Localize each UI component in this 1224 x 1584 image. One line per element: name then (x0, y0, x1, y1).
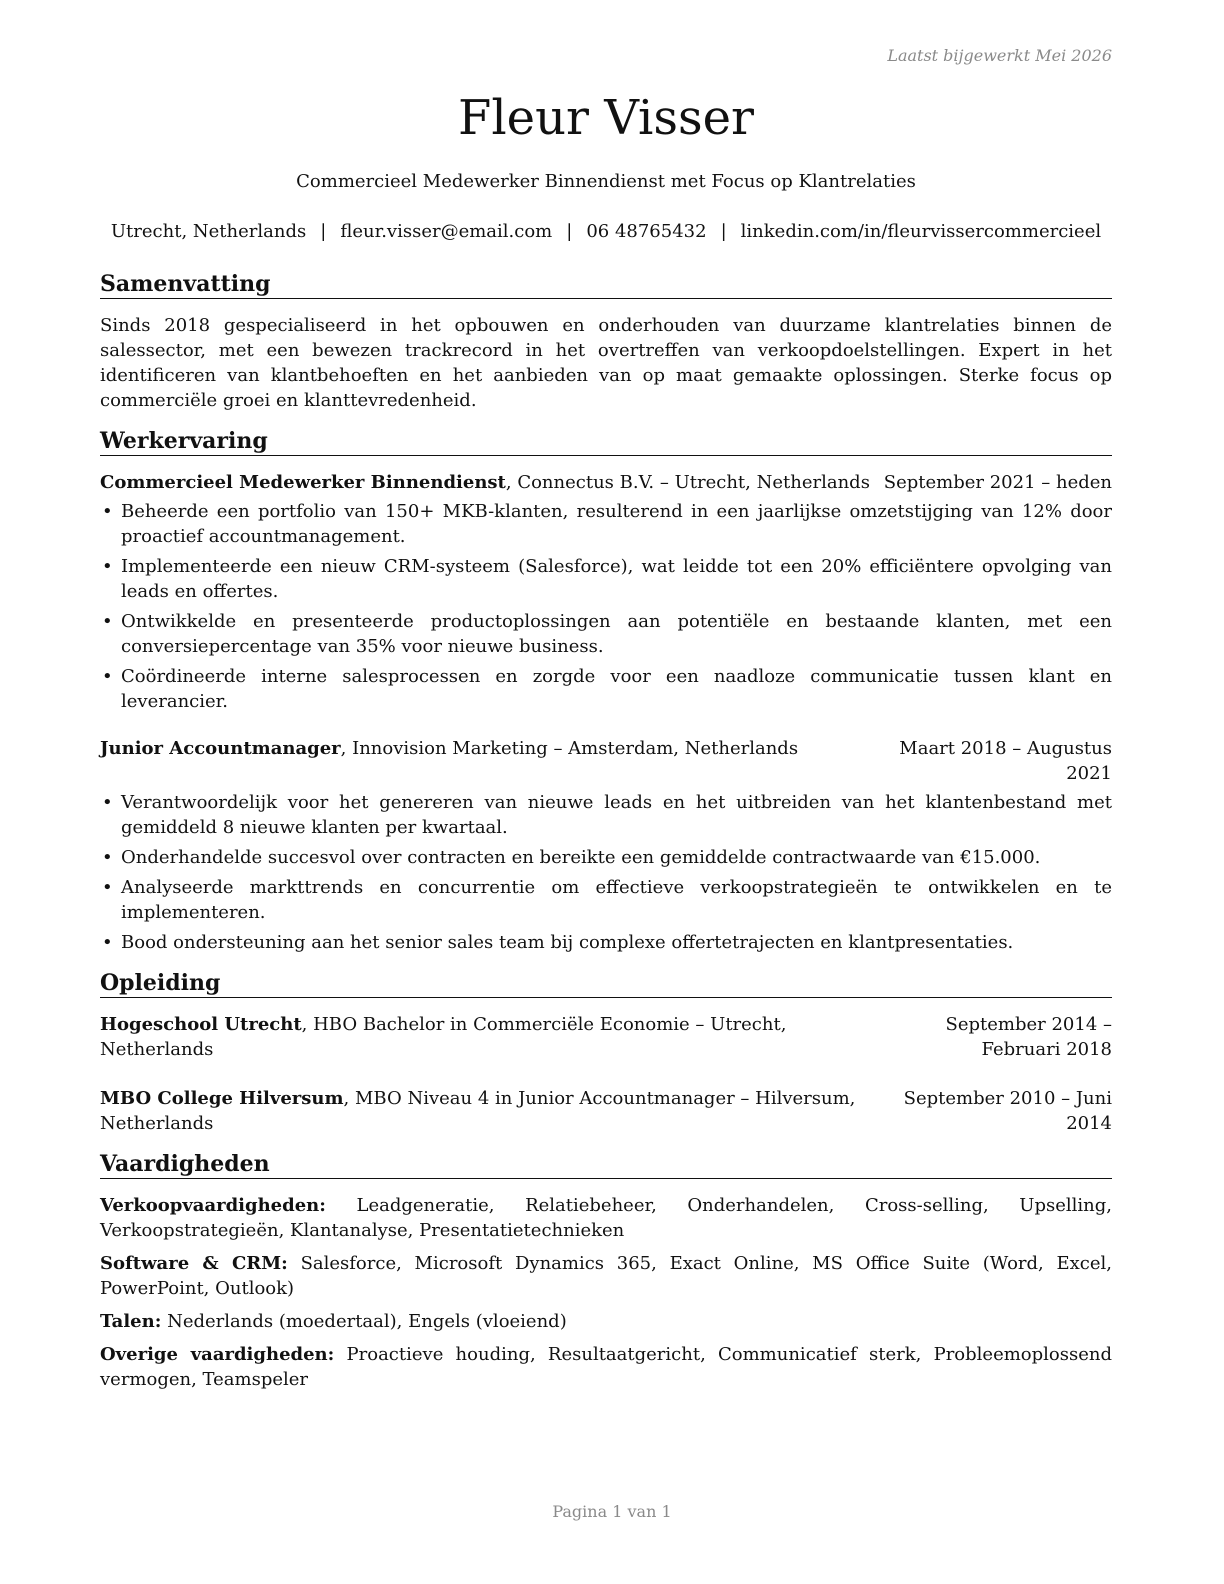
summary-text: Sinds 2018 gespecialiseerd in het opbouwen en onderhouden van duurzame klantrelaties binnen de salessector, met een bewezen trackrecord in het overtreffen van verkoopdoelstellingen. Expert in het identificeren van klantbehoeften en het aanbieden van op maat gemaakte oplossingen. Sterke focus op commerciële groei en klanttevredenheid. (100, 315, 1112, 411)
job-bullet: • Coördineerde interne salesprocessen en zorgde voor een naadloze communicatie tussen klant en leverancier. (100, 664, 1112, 714)
skill-group (100, 1342, 1112, 1392)
job-header (100, 736, 1112, 786)
skills-section (100, 1150, 1112, 1392)
skill-group-value: Proactieve houding, Resultaatgericht, Communicatief sterk, Probleemoplossend vermogen, Teamspeler (100, 1344, 1112, 1390)
page-number: Pagina 1 van 1 (552, 1502, 672, 1521)
skill-group-label: Verkoopvaardigheden: (100, 1195, 326, 1216)
education-entry (100, 1012, 1112, 1062)
education-dates: September 2014 – Februari 2018 (945, 1014, 1112, 1060)
education-degree: , MBO Niveau 4 in Junior Accountmanager – Hilversum, Netherlands (100, 1088, 856, 1134)
contact-linkedin[interactable]: linkedin.com/in/fleurvissercommercieel (740, 221, 1102, 242)
job-dates: September 2021 – heden (883, 472, 1112, 493)
job-bullet: • Analyseerde markttrends en concurrentie om effectieve verkoopstrategieën te ontwikkelen en te implementeren. (100, 875, 1112, 925)
job-bullet: • Beheerde een portfolio van 150+ MKB-klanten, resulterend in een jaarlijkse omzetstijging van 12% door proactief accountmanagement. (100, 499, 1112, 549)
job-bullet: • Ontwikkelde en presenteerde productoplossingen aan potentiële en bestaande klanten, met een conversiepercentage van 35% voor nieuwe business. (100, 609, 1112, 659)
contact-separator: | (720, 221, 727, 242)
skill-group-label: Software & CRM: (100, 1253, 288, 1274)
summary-section (100, 270, 1112, 413)
last-updated-note: Laatst bijgewerkt Mei 2026 (887, 46, 1112, 65)
skill-group (100, 1309, 1112, 1334)
section-heading-skills: Vaardigheden (100, 1150, 1112, 1179)
job-bullets (100, 790, 1112, 955)
section-heading-summary: Samenvatting (100, 270, 1112, 299)
section-heading-education: Opleiding (100, 969, 1112, 998)
skill-group-label: Talen: (100, 1311, 162, 1332)
contact-separator: | (320, 221, 327, 242)
job-entry (100, 470, 1112, 714)
job-header (100, 470, 1112, 495)
job-bullet: • Implementeerde een nieuw CRM-systeem (Salesforce), wat leidde tot een 20% efficiëntere opvolging van leads en offertes. (100, 554, 1112, 604)
education-section (100, 969, 1112, 1136)
education-degree: , HBO Bachelor in Commerciële Economie – Utrecht, Netherlands (100, 1014, 787, 1060)
skill-group-label: Overige vaardigheden: (100, 1344, 335, 1365)
job-bullets (100, 499, 1112, 714)
contact-line (100, 220, 1112, 244)
education-school: Hogeschool Utrecht (100, 1014, 302, 1035)
contact-separator: | (566, 221, 573, 242)
contact-email[interactable]: fleur.visser@email.com (340, 221, 553, 242)
skill-group-value: Leadgeneratie, Relatiebeheer, Onderhandelen, Cross-selling, Upselling, Verkoopstrategieën, Klantanalyse, Presentatietechnieken (100, 1195, 1112, 1241)
job-role: Junior Accountmanager (100, 738, 341, 759)
education-dates: September 2010 – Juni 2014 (903, 1088, 1112, 1134)
job-bullet: • Onderhandelde succesvol over contracten en bereikte een gemiddelde contractwaarde van €15.000. (100, 845, 1112, 870)
contact-location: Utrecht, Netherlands (110, 221, 307, 242)
job-dates: Maart 2018 – Augustus 2021 (899, 738, 1112, 784)
skill-group (100, 1193, 1112, 1243)
education-school: MBO College Hilversum (100, 1088, 344, 1109)
job-entry (100, 736, 1112, 955)
job-company-location: , Connectus B.V. – Utrecht, Netherlands (505, 472, 870, 493)
job-bullet: • Verantwoordelijk voor het genereren van nieuwe leads en het uitbreiden van het klantenbestand met gemiddeld 8 nieuwe klanten per kwartaal. (100, 790, 1112, 840)
contact-phone: 06 48765432 (586, 221, 707, 242)
skill-group-value: Nederlands (moedertaal), Engels (vloeiend) (167, 1311, 567, 1332)
candidate-name: Fleur Visser (458, 90, 754, 146)
experience-section (100, 427, 1112, 955)
education-entry (100, 1086, 1112, 1136)
candidate-headline: Commercieel Medewerker Binnendienst met Focus op Klantrelaties (296, 171, 916, 192)
job-company-location: , Innovision Marketing – Amsterdam, Netherlands (340, 738, 799, 759)
job-role: Commercieel Medewerker Binnendienst (100, 472, 506, 493)
section-heading-experience: Werkervaring (100, 427, 1112, 456)
job-bullet: • Bood ondersteuning aan het senior sales team bij complexe offertetrajecten en klantpresentaties. (100, 930, 1112, 955)
skill-group (100, 1251, 1112, 1301)
skill-group-value: Salesforce, Microsoft Dynamics 365, Exact Online, MS Office Suite (Word, Excel, PowerPoint, Outlook) (100, 1253, 1112, 1299)
